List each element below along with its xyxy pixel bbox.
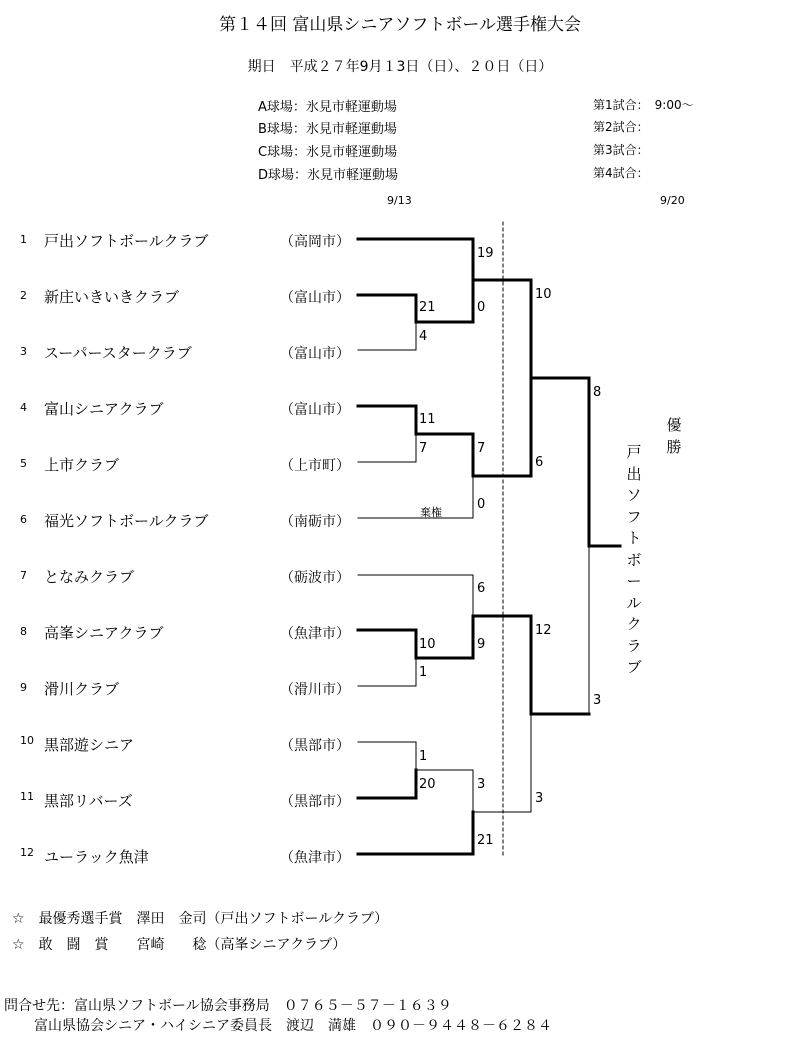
score: 10	[419, 637, 436, 652]
score: 7	[419, 441, 428, 456]
team-number: 1	[20, 233, 27, 246]
team-name: スーパースタークラブ	[44, 344, 192, 362]
team-name: 黒部リバーズ	[44, 792, 133, 810]
team-city: （富山市）	[280, 402, 350, 418]
contact-line-2: 富山県協会シニア・ハイシニア委員長 渡辺 満雄 ０９０－９４４８－６２８４	[34, 1018, 552, 1034]
venue-b: B球場：氷見市軽運動場	[258, 122, 397, 137]
team-name: ユーラック魚津	[44, 848, 149, 866]
score: 1	[419, 749, 428, 764]
game-1-time: 第1試合： 9:00～	[593, 98, 694, 112]
award-mvp: ☆ 最優秀選手賞 澤田 金司（戸出ソフトボールクラブ）	[12, 911, 389, 927]
round1-date: 9/13	[387, 194, 412, 207]
score: 6	[477, 581, 486, 596]
score: 7	[477, 441, 486, 456]
score: 0	[477, 300, 486, 315]
page-title: 第１４回 富山県シニアソフトボール選手権大会	[218, 15, 582, 35]
team-number: 12	[20, 846, 34, 859]
score: 20	[419, 777, 436, 792]
team-number: 3	[20, 345, 27, 358]
venue-c: C球場：氷見市軽運動場	[258, 145, 398, 160]
team-city: （富山市）	[280, 346, 350, 362]
score: 0	[477, 497, 486, 512]
score: 1	[419, 665, 428, 680]
final-date: 9/20	[660, 194, 685, 207]
team-number: 8	[20, 625, 27, 638]
team-city: （黒部市）	[280, 738, 350, 754]
team-name: 上市クラブ	[44, 456, 120, 474]
team-city: （魚津市）	[280, 626, 350, 642]
team-city: （上市町）	[280, 458, 350, 474]
game-2-time: 第2試合：	[593, 120, 649, 134]
team-number: 4	[20, 401, 27, 414]
team-name: 戸出ソフトボールクラブ	[44, 232, 209, 250]
team-city: （黒部市）	[280, 794, 350, 810]
team-number: 9	[20, 681, 27, 694]
team-number: 2	[20, 289, 27, 302]
team-city: （南砺市）	[280, 514, 350, 530]
team-number: 6	[20, 513, 27, 526]
award-fighting-spirit: ☆ 敢 闘 賞 宮崎 稔（高峯シニアクラブ）	[12, 937, 347, 953]
score: 4	[419, 329, 428, 344]
team-name: 高峯シニアクラブ	[44, 624, 164, 642]
score: 3	[593, 693, 602, 708]
team-number: 5	[20, 457, 27, 470]
team-number: 7	[20, 569, 27, 582]
team-city: （高岡市）	[280, 234, 350, 250]
team-number: 10	[20, 734, 34, 747]
contact-line-1: 問合せ先：富山県ソフトボール協会事務局 ０７６５－５７－１６３９	[4, 998, 452, 1014]
score: 6	[535, 455, 544, 470]
score: 8	[593, 385, 602, 400]
score: 3	[535, 791, 544, 806]
star-icon: ☆	[12, 911, 25, 927]
score: 21	[419, 300, 436, 315]
game-4-time: 第4試合：	[593, 166, 649, 180]
team-name: 新庄いきいきクラブ	[44, 288, 180, 306]
event-dates: 期日 平成２７年9月１3日（日）、２０日（日）	[247, 59, 553, 75]
team-name: 滑川クラブ	[44, 680, 120, 698]
team-number: 11	[20, 790, 34, 803]
team-name: 福光ソフトボールクラブ	[44, 512, 209, 530]
team-city: （滑川市）	[280, 682, 350, 698]
team-name: 富山シニアクラブ	[44, 400, 164, 418]
venue-d: D球場：氷見市軽運動場	[258, 168, 399, 183]
game-3-time: 第3試合：	[593, 143, 649, 157]
champion-label: 優勝	[666, 416, 682, 456]
champion-name: 戸出ソフトボールクラブ	[626, 443, 642, 676]
score: 9	[477, 637, 486, 652]
venue-a: A球場：氷見市軽運動場	[258, 100, 397, 115]
score: 3	[477, 777, 486, 792]
score: 12	[535, 623, 552, 638]
forfeit-label: 棄権	[420, 506, 442, 519]
team-name: となみクラブ	[44, 568, 135, 586]
team-city: （富山市）	[280, 290, 350, 306]
score: 11	[419, 412, 436, 427]
score: 19	[477, 246, 494, 261]
score: 10	[535, 287, 552, 302]
team-city: （砺波市）	[280, 570, 350, 586]
score: 21	[477, 833, 494, 848]
star-icon: ☆	[12, 937, 25, 953]
team-name: 黒部遊シニア	[44, 736, 135, 754]
team-city: （魚津市）	[280, 850, 350, 866]
